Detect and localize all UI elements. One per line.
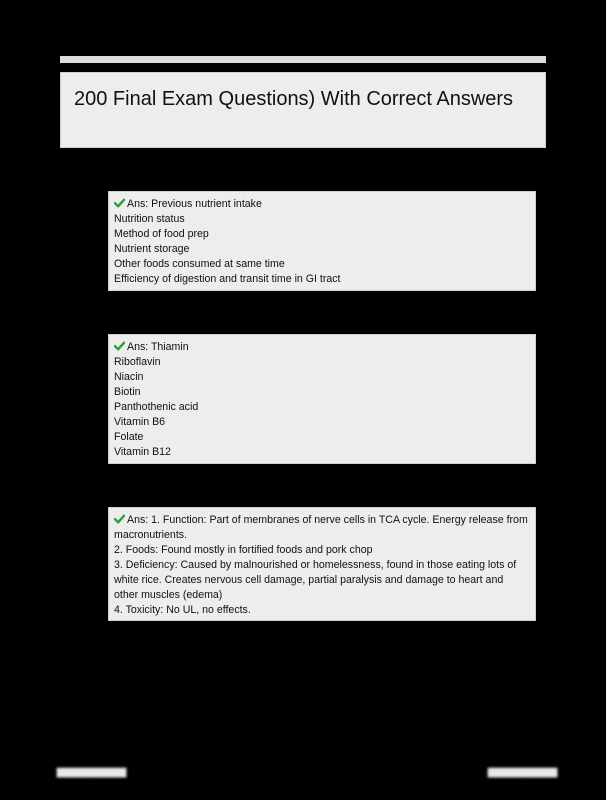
answer-line: 3. Deficiency: Caused by malnourished or homelessness, found in those eating lots of white rice. Creates nervous cell damage, partial paralysis and damage to heart and other muscles (edema) (114, 559, 517, 601)
answer-line: Nutrient storage (114, 243, 190, 255)
answer-line: Method of food prep (114, 228, 209, 240)
answer-line: 4. Toxicity: No UL, no effects. (114, 604, 251, 616)
answer-box-3 (108, 507, 536, 621)
footer-page-number-watermark: ▇▇▇▇▇▇▇▇▇▇ (488, 767, 558, 777)
answer-line: 2. Foods: Found mostly in fortified foods and pork chop (114, 544, 373, 556)
answer-line: Vitamin B6 (114, 416, 166, 428)
answer-line: Folate (114, 431, 144, 443)
answer-line: Biotin (114, 386, 141, 398)
answer-text: Ans: Thiamin (127, 341, 189, 353)
footer-site-watermark: ▇▇▇▇▇▇▇▇▇▇ (57, 767, 127, 777)
answer-line: Riboflavin (114, 356, 161, 368)
answer-box-1 (108, 191, 536, 291)
check-icon (114, 341, 125, 351)
answer-box-2 (108, 334, 536, 464)
title-banner (60, 72, 546, 148)
answer-line: Vitamin B12 (114, 446, 171, 458)
answer-line: Niacin (114, 371, 144, 383)
answer-line (114, 513, 530, 543)
answer-text: Ans: Previous nutrient intake (127, 198, 262, 210)
top-divider (60, 56, 546, 63)
answer-line (114, 197, 530, 212)
check-icon (114, 514, 125, 524)
check-icon (114, 198, 125, 208)
answer-line (114, 340, 530, 355)
answer-text: Ans: 1. Function: Part of membranes of nerve cells in TCA cycle. Energy release from macronutrients. (114, 514, 528, 541)
answer-line: Other foods consumed at same time (114, 258, 285, 270)
answer-line: Nutrition status (114, 213, 185, 225)
answer-line: Efficiency of digestion and transit time in GI tract (114, 273, 341, 285)
answer-line: Panthothenic acid (114, 401, 199, 413)
document-title: 200 Final Exam Questions) With Correct Answers (74, 88, 514, 110)
